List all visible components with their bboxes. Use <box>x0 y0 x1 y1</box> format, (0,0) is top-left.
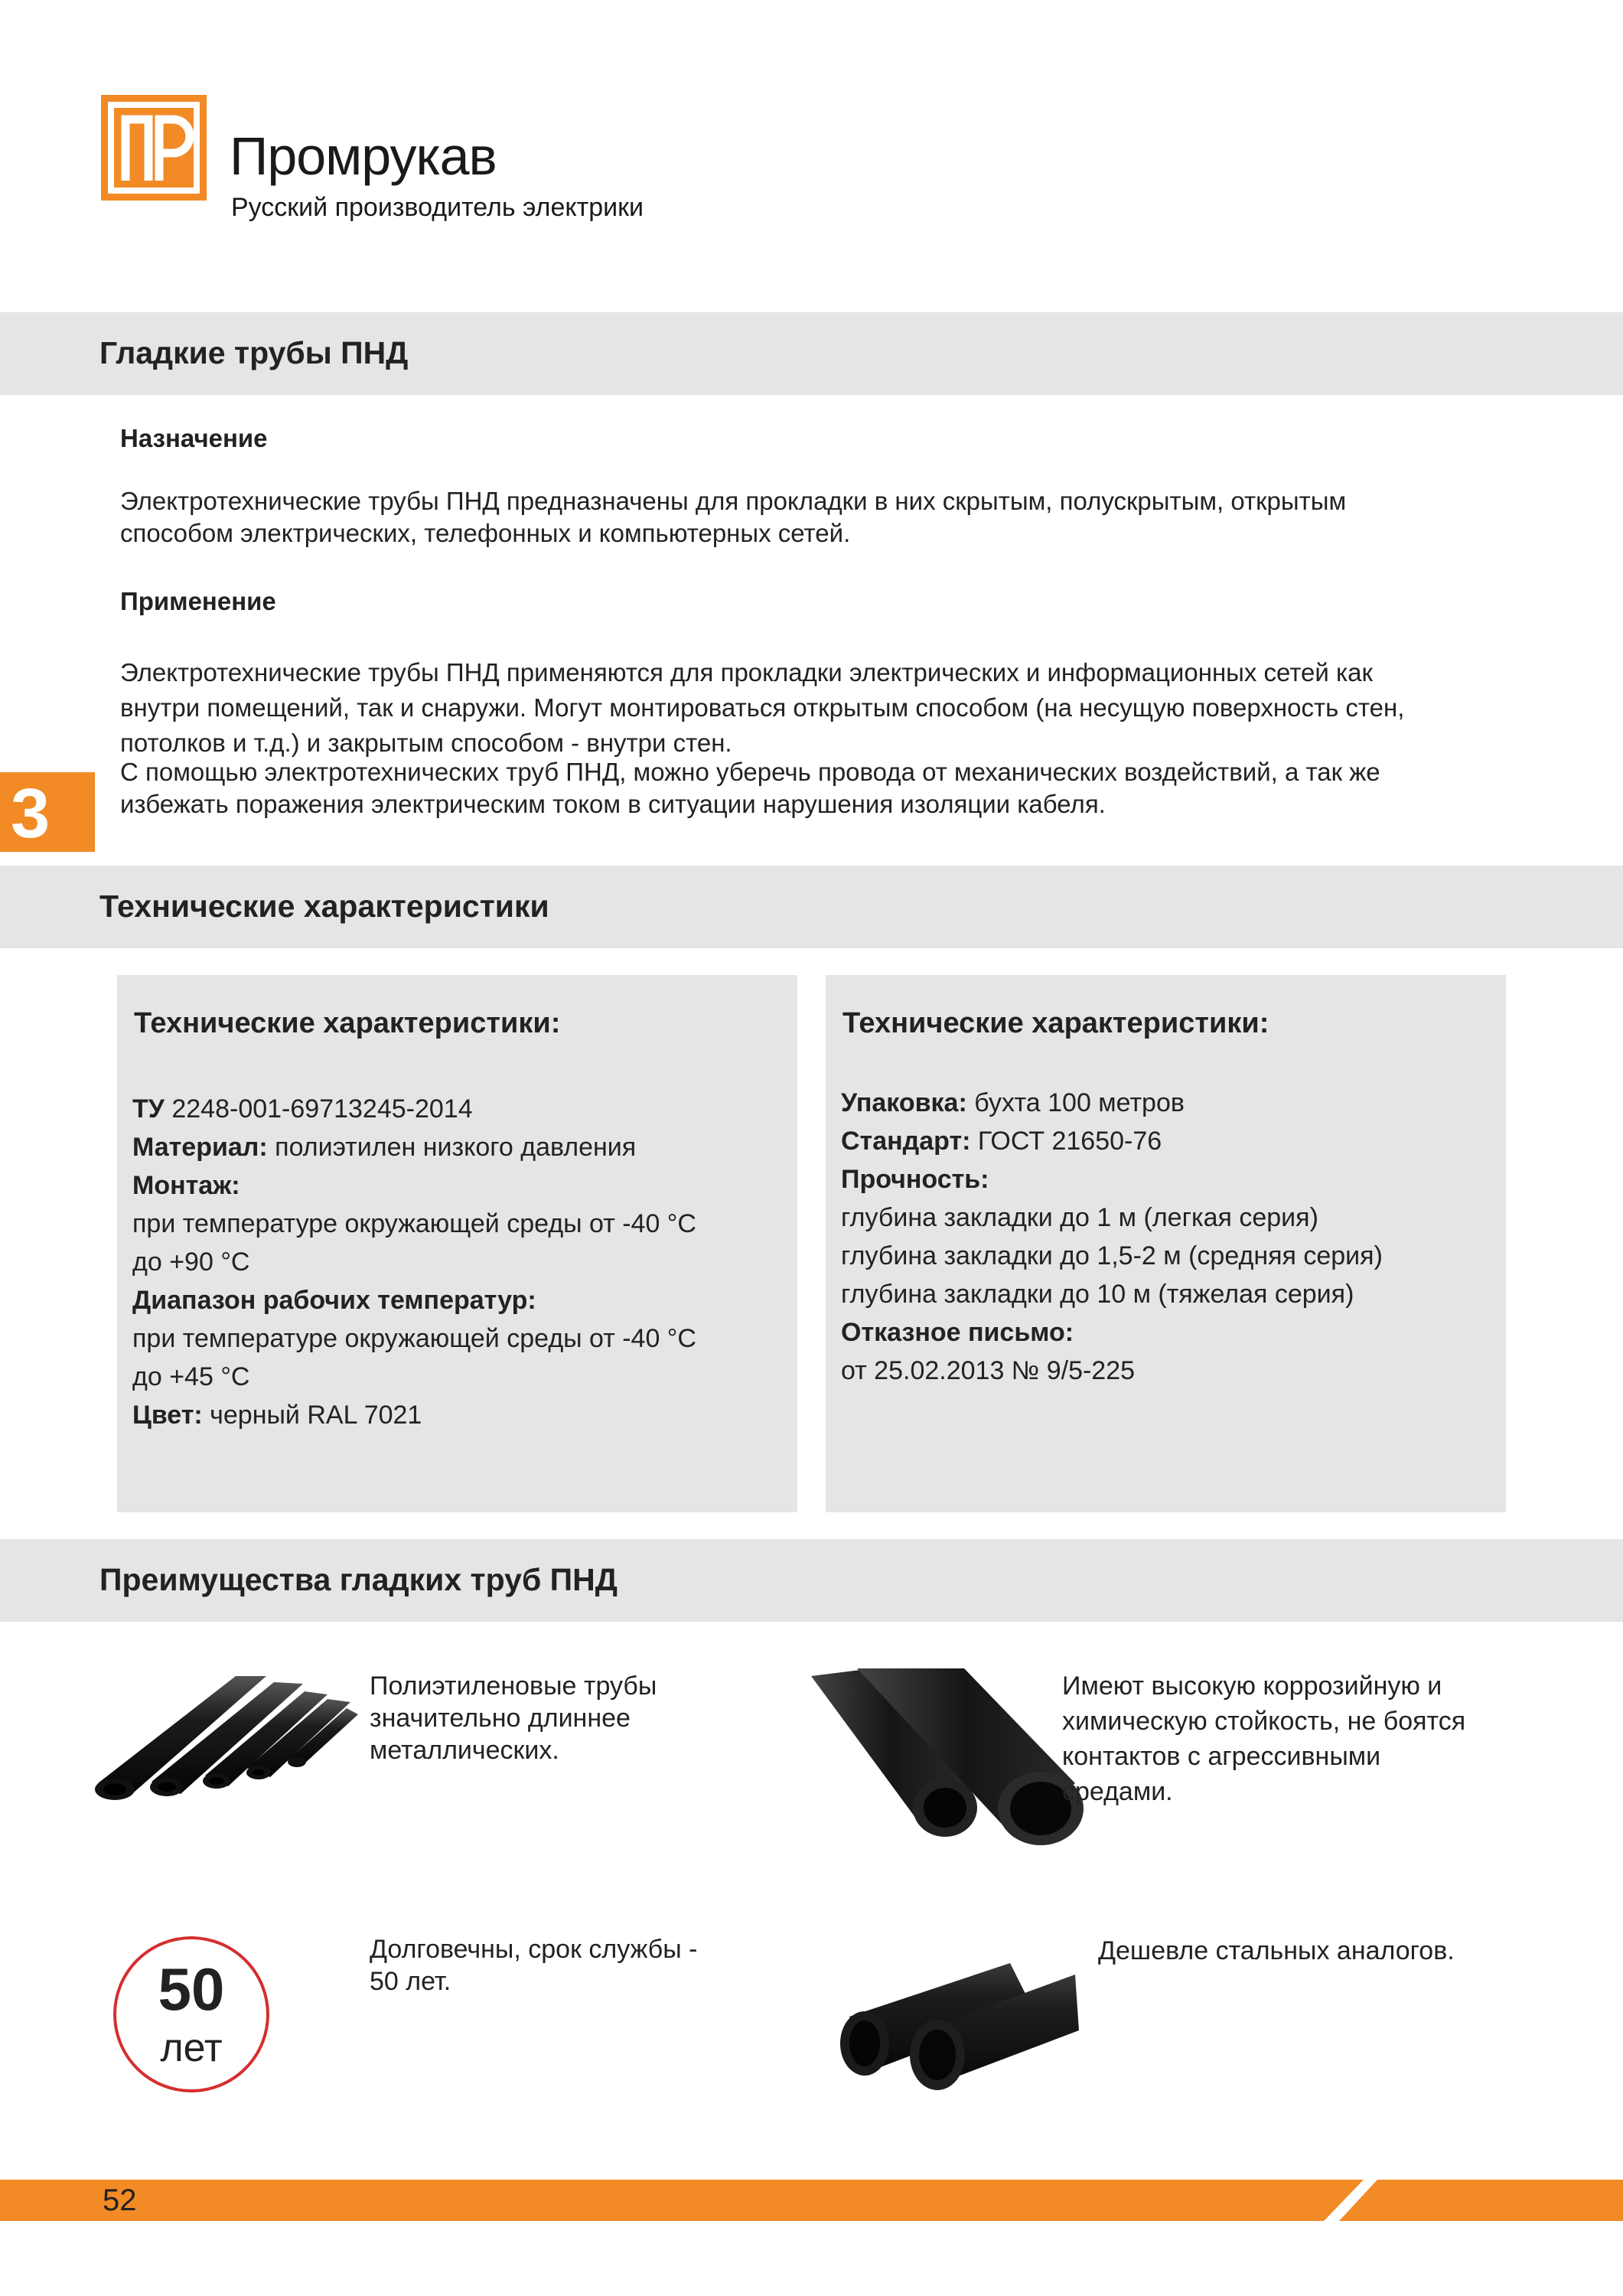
spec-value: глубина закладки до 1 м (легкая серия) <box>841 1203 1318 1232</box>
spec-box-title: Технические характеристики: <box>842 1007 1269 1039</box>
spec-label: Диапазон рабочих температур: <box>132 1286 536 1315</box>
spec-value: полиэтилен низкого давления <box>267 1133 637 1162</box>
section-bar-advantages <box>0 1539 1623 1622</box>
application-line: Электротехнические трубы ПНД применяются для прокладки электрических и информационных сетей как <box>120 658 1373 687</box>
application-line: С помощью электротехнических труб ПНД, можно уберечь провода от механических воздействий, а так же <box>120 758 1380 786</box>
advantage-length <box>370 1668 657 1768</box>
spec-value: черный RAL 7021 <box>202 1401 422 1430</box>
spec-label: Монтаж: <box>132 1171 240 1200</box>
brand-tagline: Русский производитель электрики <box>231 193 644 222</box>
purpose-line: Электротехнические трубы ПНД предназначены для прокладки в них скрытым, полускрытым, открытым <box>120 487 1347 515</box>
spec-value: до +90 °С <box>132 1247 250 1277</box>
spec-label: Прочность: <box>841 1165 989 1194</box>
application-heading: Применение <box>120 587 276 615</box>
spec-label: Цвет: <box>132 1401 203 1430</box>
brand-name: Промрукав <box>230 126 497 186</box>
spec-list <box>841 1084 1383 1390</box>
spec-box-right <box>826 975 1506 1512</box>
application-line: избежать поражения электрическим током в ситуации нарушения изоляции кабеля. <box>120 790 1106 818</box>
spec-value: глубина закладки до 1,5-2 м (средняя серия) <box>841 1241 1383 1270</box>
advantage-price <box>1098 1933 1455 1968</box>
advantage-line: средами. <box>1062 1777 1173 1806</box>
section-bar-tech-specs <box>0 866 1623 948</box>
spec-box-title: Технические характеристики: <box>134 1007 561 1039</box>
application-line: потолков и т.д.) и закрытым способом - внутри стен. <box>120 729 732 757</box>
section-bar-smooth-pipes <box>0 312 1623 395</box>
badge-unit: лет <box>160 2026 223 2070</box>
section-title: Гладкие трубы ПНД <box>99 335 409 370</box>
spec-value: глубина закладки до 10 м (тяжелая серия) <box>841 1280 1354 1309</box>
pipes-bundle-image <box>90 1668 358 1806</box>
spec-value: от 25.02.2013 № 9/5-225 <box>841 1356 1136 1385</box>
advantage-corrosion <box>1062 1668 1465 1809</box>
spec-list <box>132 1090 696 1434</box>
advantage-line: Имеют высокую коррозийную и <box>1062 1671 1442 1701</box>
advantage-line: значительно длиннее <box>370 1704 631 1733</box>
spec-label: Отказное письмо: <box>841 1318 1074 1347</box>
two-pipes-image <box>811 1668 1087 1852</box>
section-title: Технические характеристики <box>99 889 549 924</box>
advantage-line: Дешевле стальных аналогов. <box>1098 1936 1455 1965</box>
advantage-line: Долговечны, срок службы - <box>370 1935 698 1964</box>
spec-value: ГОСТ 21650-76 <box>970 1127 1162 1156</box>
advantage-line: 50 лет. <box>370 1967 451 1996</box>
logo-mark-icon <box>101 95 207 201</box>
advantage-line: Полиэтиленовые трубы <box>370 1671 657 1701</box>
spec-value: до +45 °С <box>132 1362 250 1391</box>
spec-label: ТУ <box>132 1094 165 1124</box>
fifty-years-badge <box>113 1936 269 2092</box>
chapter-tab <box>0 772 95 852</box>
promrukav-logo-icon <box>101 95 207 201</box>
advantage-line: химическую стойкость, не боятся <box>1062 1707 1466 1736</box>
spec-value: бухта 100 метров <box>966 1088 1185 1117</box>
purpose-text <box>120 485 1346 550</box>
advantage-line: металлических. <box>370 1736 559 1765</box>
advantage-line: контактов с агрессивными <box>1062 1742 1381 1771</box>
purpose-heading: Назначение <box>120 424 268 452</box>
application-text <box>120 655 1404 822</box>
advantage-durability <box>370 1932 697 1999</box>
purpose-line: способом электрических, телефонных и компьютерных сетей. <box>120 519 851 547</box>
spec-box-left <box>117 975 797 1512</box>
application-line: внутри помещений, так и снаружи. Могут монтироваться открытым способом (на несущую поверхность стен, <box>120 693 1405 722</box>
section-title: Преимущества гладких труб ПНД <box>99 1562 618 1597</box>
spec-value: при температуре окружающей среды от -40 °С <box>132 1324 696 1353</box>
spec-value: при температуре окружающей среды от -40 °С <box>132 1209 696 1238</box>
spec-label: Упаковка: <box>841 1088 967 1117</box>
horizontal-pipes-image <box>834 1940 1087 2093</box>
spec-label: Материал: <box>132 1133 268 1162</box>
footer-bar <box>0 2180 1623 2221</box>
badge-number: 50 <box>158 1955 225 2023</box>
page-number: 52 <box>103 2183 137 2217</box>
spec-label: Стандарт: <box>841 1127 971 1156</box>
spec-value: 2248-001-69713245-2014 <box>164 1094 473 1124</box>
chapter-number: 3 <box>11 775 51 853</box>
